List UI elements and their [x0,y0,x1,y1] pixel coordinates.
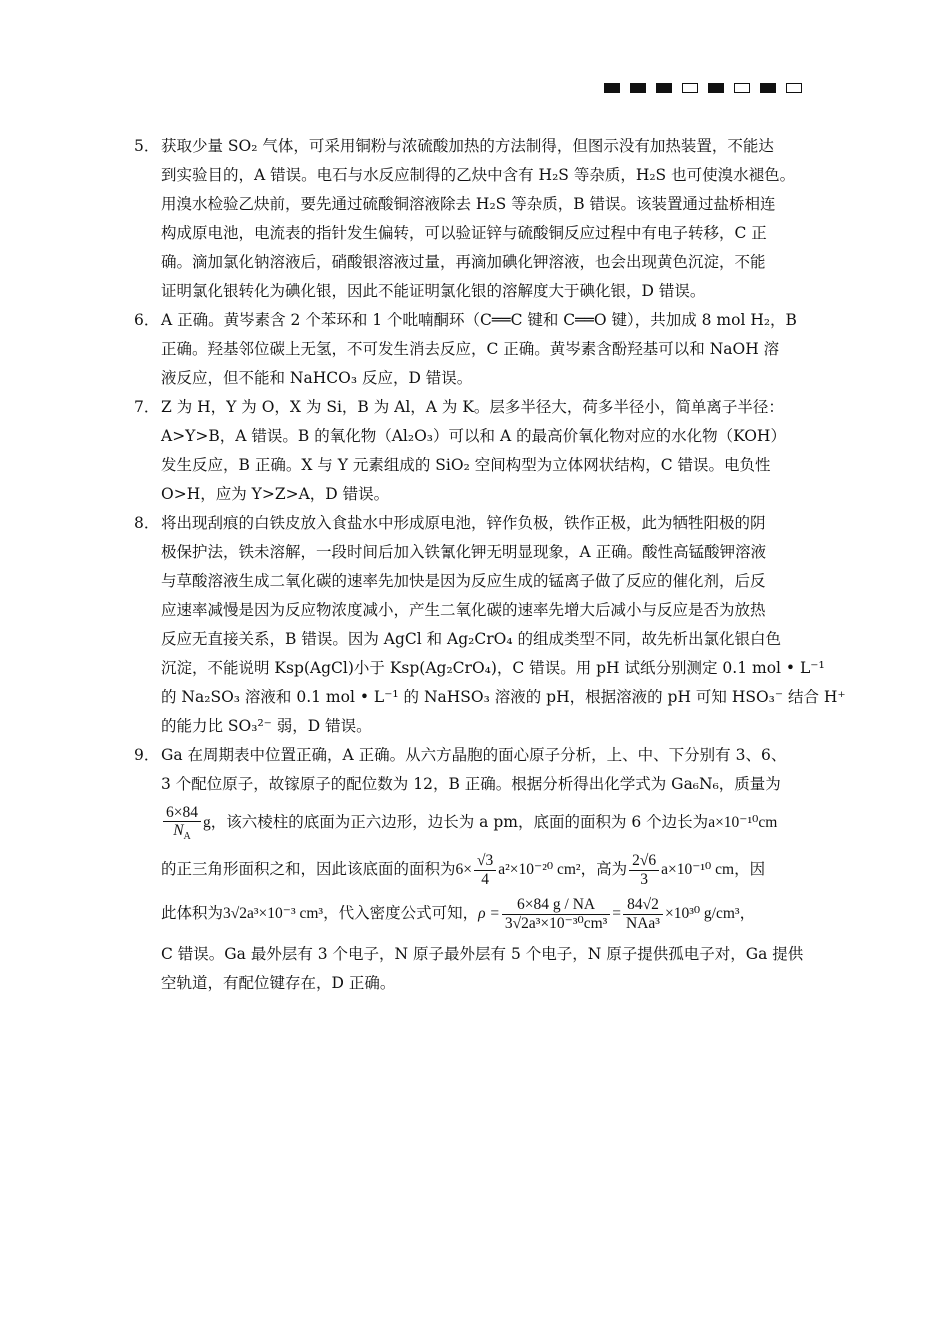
area-numerator: √3 [474,852,496,870]
text-line: 的能力比 SO₃²⁻ 弱，D 错误。 [161,717,372,735]
text-line: 反应无直接关系，B 错误。因为 AgCl 和 Ag₂CrO₄ 的组成类型不同，故先析出氯化银白色 [161,630,781,648]
text-line: 正确。羟基邻位碳上无氢，不可发生消去反应，C 正确。黄岑素含酚羟基可以和 NaOH 溶 [161,340,780,358]
text-line: 确。滴加氯化钠溶液后，硝酸银溶液过量，再滴加碘化钾溶液，也会出现黄色沉淀，不能 [161,253,766,271]
density-result: ×10³⁰ g/cm³， [664,905,756,922]
area-coefficient: 6× [455,861,473,878]
header-mark-filled [604,83,620,93]
text-segment: ，因 [734,860,766,878]
text-line: C 错误。Ga 最外层有 3 个电子，N 原子最外层有 5 个电子，N 原子提供孤电子对，Ga 提供 [161,945,804,963]
density-fraction: $\frac{6\times 84 g / NA}{\text{3√2a³×10⁻³⁰cm³}}$ [502,896,610,931]
height-tail: a×10⁻¹⁰ cm [661,861,735,878]
answer-item-5 [134,132,816,306]
mass-line [161,799,816,846]
text-line: 应速率减慢是因为反应物浓度减小，产生二氧化碳的速率先增大后减小与反应是否为放热 [161,601,766,619]
text-line: A 正确。黄岑素含 2 个苯环和 1 个吡喃酮环（C══C 键和 C══O 键），共加成 8 mol H₂，B [161,311,797,329]
mass-denominator: N [173,821,184,839]
density-result-denominator: NAa³ [626,914,660,932]
mass-unit: g [203,814,211,831]
text-line: 构成原电池，电流表的指针发生偏转，可以验证锌与硫酸铜反应过程中有电子转移，C 正 [161,224,767,242]
volume-formula: 3√2a³×10⁻³ cm³ [223,905,324,922]
equals-sign: = [612,905,622,922]
text-line: 将出现刮痕的白铁皮放入食盐水中形成原电池，锌作负极，铁作正极，此为牺牲阳极的阴 [161,514,766,532]
header-mark-filled [656,83,672,93]
item-number: 7． [134,398,160,416]
header-mark-filled [708,83,724,93]
text-line: 的 Na₂SO₃ 溶液和 0.1 mol • L⁻¹ 的 NaHSO₃ 溶液的 pH，根据溶液的 pH 可知 HSO₃⁻ 结合 H⁺ [161,688,846,706]
text-line: 极保护法，铁未溶解，一段时间后加入铁氰化钾无明显现象，A 正确。酸性高锰酸钾溶液 [161,543,767,561]
header-marks [604,83,802,93]
header-mark-hollow [786,83,802,93]
text-line: 沉淀，不能说明 Ksp(AgCl)小于 Ksp(Ag₂CrO₄)，C 错误。用 pH 试纸分别测定 0.1 mol • L⁻¹ [161,659,825,677]
height-numerator: 2√6 [629,852,659,870]
text-line: Z 为 H，Y 为 O，X 为 Si，B 为 Al，A 为 K。层多半径大，荷多半径小，简单离子半径： [161,398,784,416]
text-line: 发生反应，B 正确。X 与 Y 元素组成的 SiO₂ 空间构型为立体网状结构，C 错误。电负性 [161,456,771,474]
density-top-den: NA [572,896,596,914]
header-mark-filled [760,83,776,93]
answer-item-7 [134,393,816,509]
item-number: 8． [134,514,160,532]
text-segment: ，该六棱柱的底面为正六边形，边长为 a pm，底面的面积为 6 个边长为 [210,813,709,831]
density-top: 6×84 g [517,896,561,914]
text-line: 3 个配位原子，故镓原子的配位数为 12，B 正确。根据分析得出化学式为 Ga₆N₆，质量为 [161,775,781,793]
text-segment: ，高为 [580,860,628,878]
text-line: 到实验目的，A 错误。电石与水反应制得的乙炔中含有 H₂S 等杂质，H₂S 也可使溴水褪色。 [161,166,796,184]
text-segment: 的正三角形面积之和，因此该底面的面积为 [161,860,456,878]
area-fraction [474,852,496,887]
item-number: 5． [134,137,160,155]
text-line: 与草酸溶液生成二氧化碳的速率先加快是因为反应生成的锰离子做了反应的催化剂，后反 [161,572,766,590]
text-line: 空轨道，有配位键存在，D 正确。 [161,974,396,992]
answer-item-8 [134,509,846,741]
area-line [161,846,816,893]
text-line: 液反应，但不能和 NaHCO₃ 反应，D 错误。 [161,369,473,387]
text-line: 用溴水检验乙炔前，要先通过硫酸铜溶液除去 H₂S 等杂质，B 错误。该装置通过盐桥相连 [161,195,776,213]
header-mark-filled [630,83,646,93]
density-result-fraction [623,896,663,931]
mass-denominator-sub: A [183,831,191,843]
text-segment: 此体积为 [161,904,224,922]
text-line: Ga 在周期表中位置正确，A 正确。从六方晶胞的面心原子分析，上、中、下分别有 3、6、 [161,746,787,764]
text-line: 证明氯化银转化为碘化银，因此不能证明氯化银的溶解度大于碘化银，D 错误。 [161,282,706,300]
item-number: 9． [134,746,160,764]
edge-length-formula: a×10⁻¹⁰cm [708,814,778,831]
area-tail: a²×10⁻²⁰ cm² [498,861,581,878]
text-segment: ，代入密度公式可知， [323,904,479,922]
height-fraction [629,852,659,887]
mass-fraction [163,804,201,842]
density-line [161,893,816,934]
mass-numerator: 6×84 [163,804,201,822]
answer-content [134,132,846,998]
text-line: 获取少量 SO₂ 气体，可采用铜粉与浓硫酸加热的方法制得，但图示没有加热装置，不能达 [161,137,774,155]
text-line: A>Y>B，A 错误。B 的氧化物（Al₂O₃）可以和 A 的最高价氧化物对应的水化物（KOH） [161,427,786,445]
answer-item-6 [134,306,816,393]
text-line: O>H，应为 Y>Z>A，D 错误。 [161,485,390,503]
answer-item-9 [134,741,816,998]
density-result-numerator: 84√2 [623,896,663,914]
density-bottom: 3√2a³×10⁻³⁰cm³ [504,914,608,932]
area-denominator: 4 [481,870,490,888]
header-mark-hollow [734,83,750,93]
rho-symbol: ρ = [478,905,500,922]
header-mark-hollow [682,83,698,93]
height-denominator: 3 [640,870,648,888]
item-number: 6． [134,311,160,329]
